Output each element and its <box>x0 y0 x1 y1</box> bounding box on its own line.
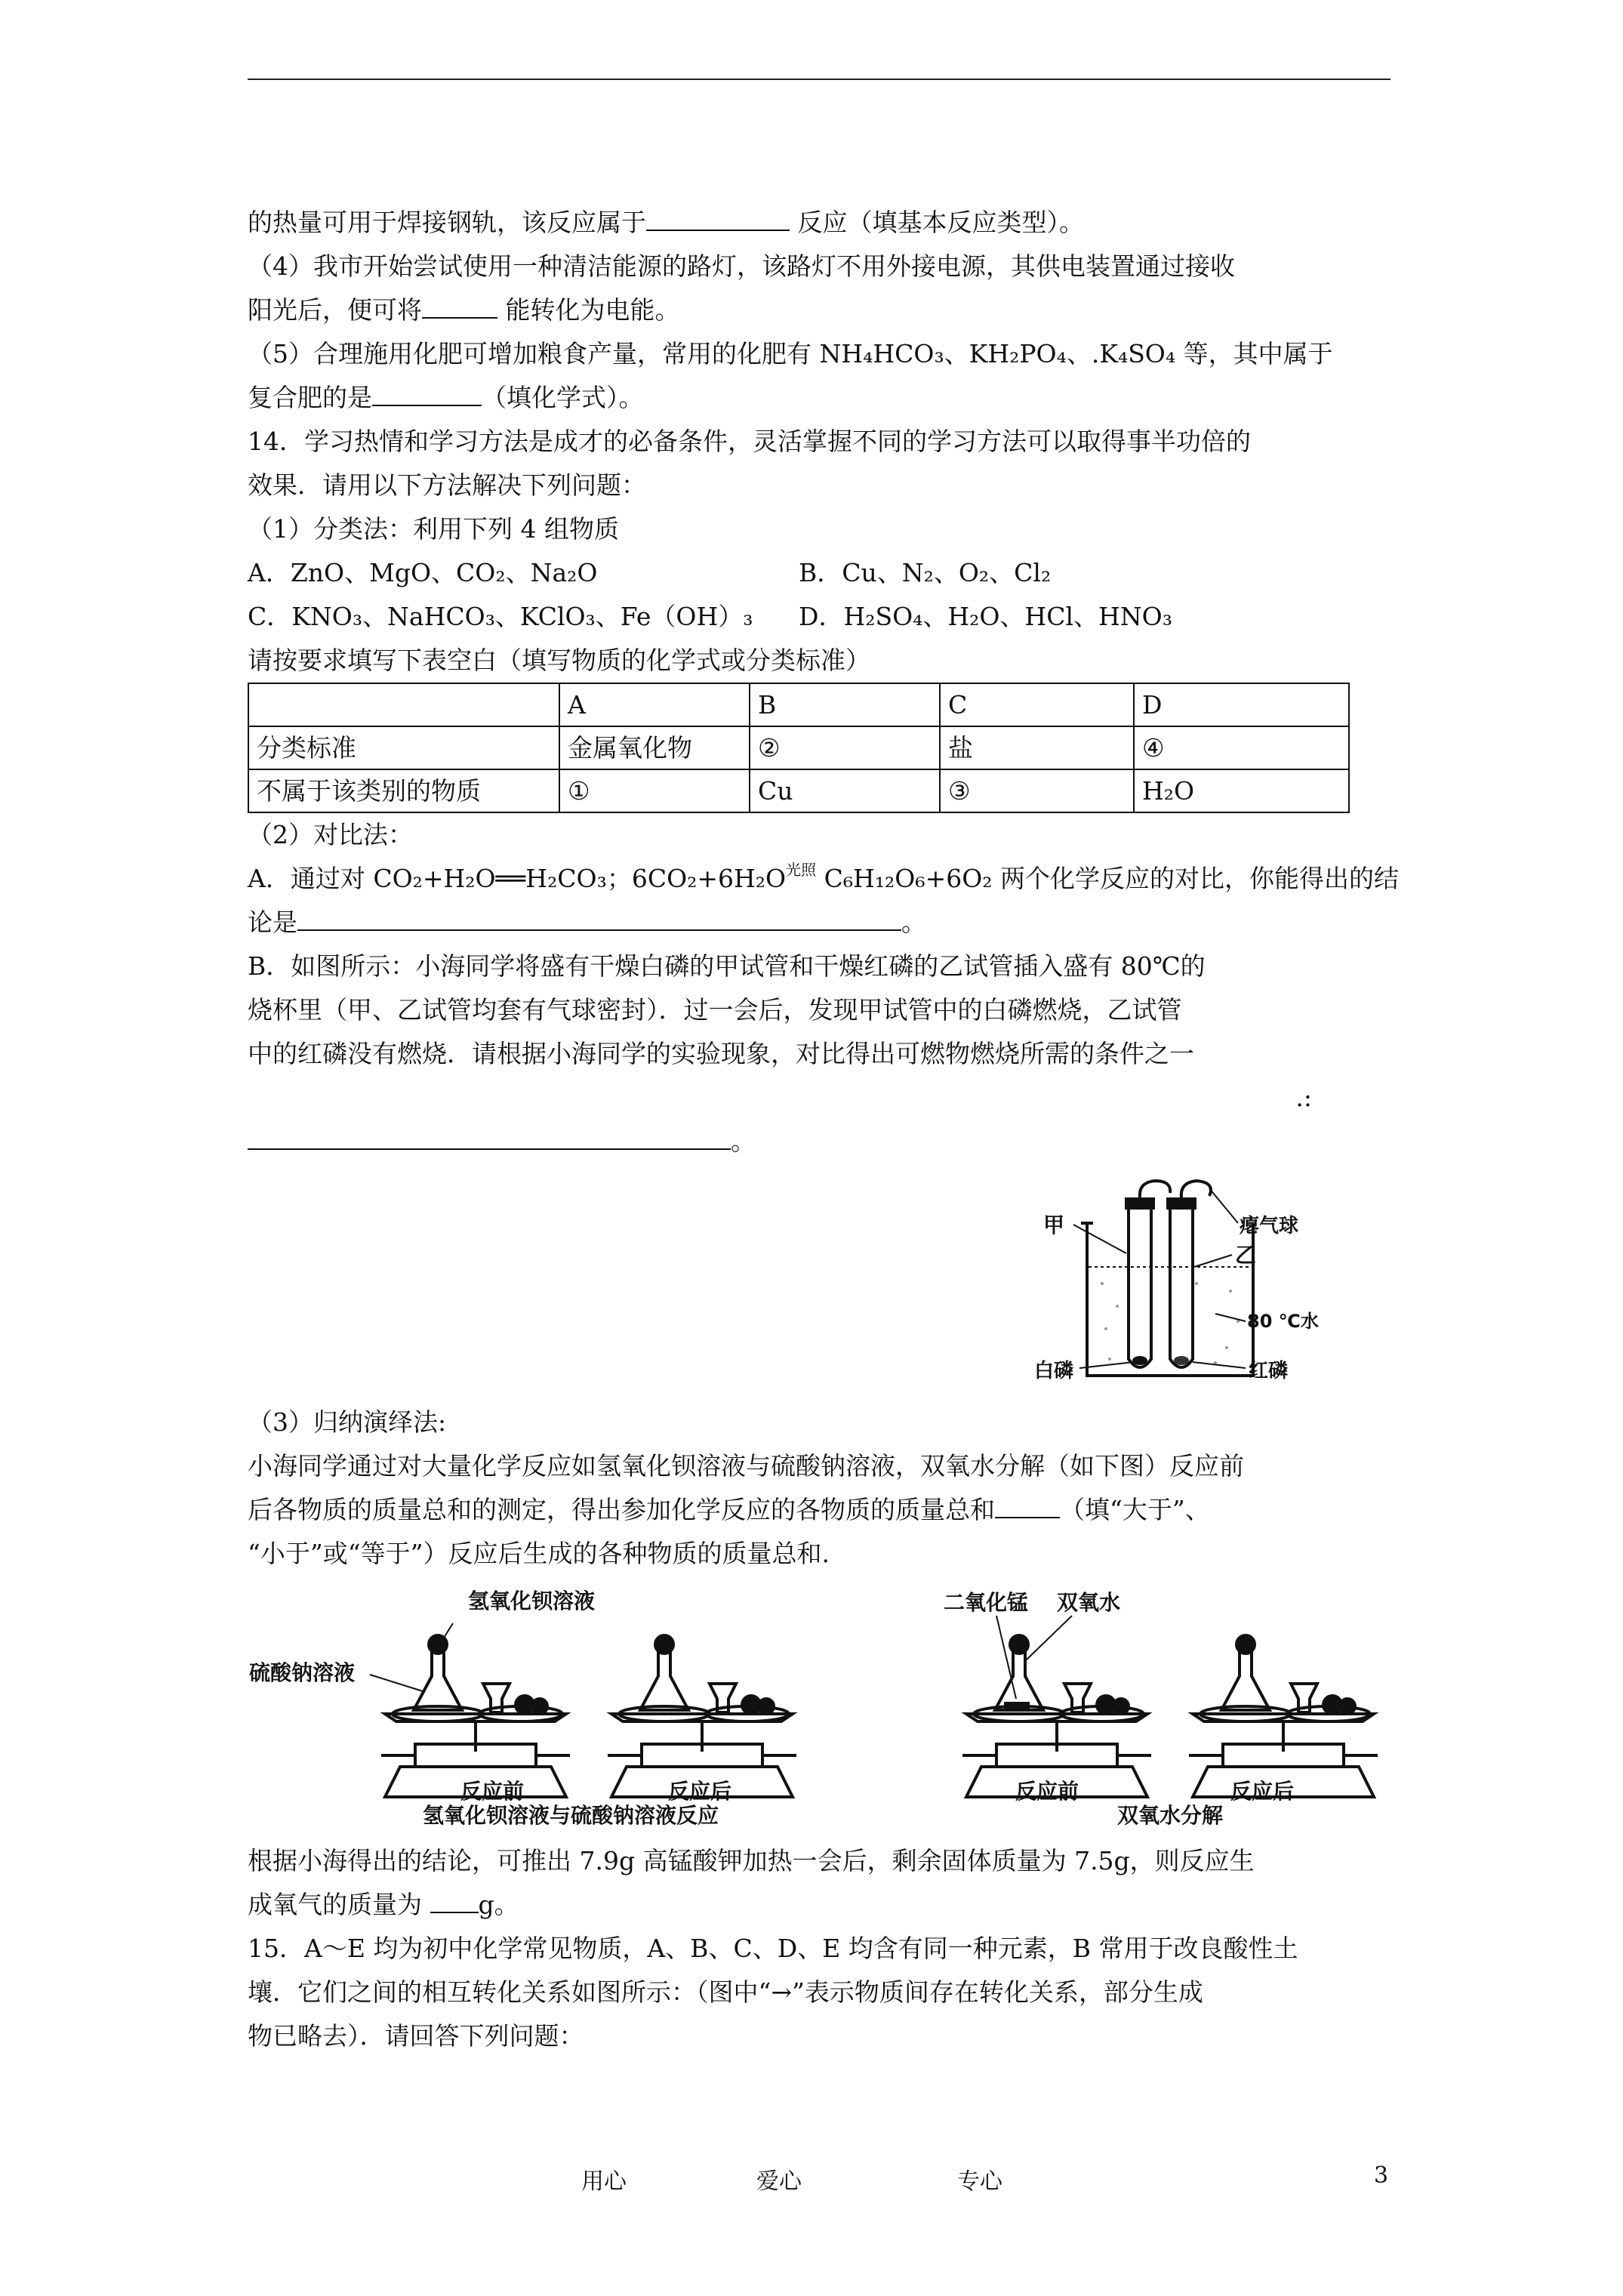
answer-blank[interactable] <box>430 1886 479 1913</box>
header-rule <box>248 79 1390 80</box>
label-barium-hydroxide: 氢氧化钡溶液 <box>468 1589 596 1613</box>
label-balloon: 瘪气球 <box>1240 1215 1299 1237</box>
table-cell: C <box>940 683 1134 726</box>
option-b: B．Cu、N₂、O₂、Cl₂ <box>799 558 1052 587</box>
balance-after <box>1189 1635 1378 1797</box>
text-line <box>248 901 1395 945</box>
text-line <box>248 551 1395 595</box>
text-line: 物已略去）．请回答下列问题： <box>248 2021 584 2051</box>
text-line <box>248 1883 1395 1927</box>
balance-before <box>381 1635 570 1797</box>
figure-caption: 氢氧化钡溶液与硫酸钠溶液反应 <box>423 1803 719 1827</box>
beaker-figure <box>1034 1178 1329 1397</box>
option-d: D．H₂SO₄、H₂O、HCl、HNO₃ <box>799 602 1172 631</box>
answer-blank[interactable] <box>995 1491 1060 1518</box>
text-line <box>248 201 1395 245</box>
text-line: .: <box>1295 1083 1312 1112</box>
text-line: 壤．它们之间的相互转化关系如图所示：（图中“→”表示物质间存在转化关系，部分生成 <box>248 1977 1203 2007</box>
text-line <box>248 857 1399 901</box>
text-line: （4）我市开始尝试使用一种清洁能源的路灯，该路灯不用外接电源，其供电装置通过接收 <box>248 251 1235 281</box>
text-line: 烧杯里（甲、乙试管均套有气球密封）．过一会后，发现甲试管中的白磷燃烧，乙试管 <box>248 995 1182 1025</box>
text-line: 根据小海得出的结论，可推出 7.9g 高锰酸钾加热一会后，剩余固体质量为 7.5g，则反应生 <box>248 1846 1255 1875</box>
table-cell: H₂O <box>1134 769 1349 812</box>
text-line: 小海同学通过对大量化学反应如氢氧化钡溶液与硫酸钠溶液，双氧水分解（如下图）反应前 <box>248 1451 1244 1481</box>
table-cell: 分类标准 <box>248 726 559 769</box>
table-cell <box>248 683 559 726</box>
balance-figure-2 <box>944 1578 1427 1827</box>
question-14: 14．学习热情和学习方法是成才的必备条件，灵活掌握不同的学习方法可以取得事半功倍的 <box>248 427 1251 456</box>
figure-caption: 双氧水分解 <box>1117 1803 1224 1827</box>
document-body-3 <box>248 1839 1395 2058</box>
text-line: （2）对比法： <box>248 820 413 849</box>
text: 成氧气的质量为 <box>248 1890 430 1919</box>
classification-table <box>248 683 1350 813</box>
table-cell[interactable]: ③ <box>940 769 1134 812</box>
label-sodium-sulfate: 硫酸钠溶液 <box>249 1660 356 1685</box>
balance-after <box>608 1635 796 1797</box>
footer-word: 爱心 <box>756 2168 802 2195</box>
label-after: 反应后 <box>1230 1779 1295 1804</box>
text: 反应（填基本反应类型）。 <box>790 208 1084 237</box>
text-line: “小于”或“等于”）反应后生成的各种物质的质量总和. <box>248 1539 830 1568</box>
table-cell[interactable]: ④ <box>1134 726 1349 769</box>
text-line <box>248 288 1395 332</box>
document-body-2 <box>248 1401 1395 1576</box>
balance-before <box>962 1635 1151 1797</box>
label-hydrogen-peroxide: 双氧水 <box>1057 1590 1121 1615</box>
footer-word: 专心 <box>957 2168 1002 2195</box>
label-yi: 乙 <box>1235 1243 1257 1268</box>
document-body <box>248 201 1399 1163</box>
table-cell: Cu <box>750 769 940 812</box>
text-line <box>248 376 1395 420</box>
text-line: 效果．请用以下方法解决下列问题： <box>248 470 646 500</box>
answer-blank[interactable] <box>248 1123 731 1150</box>
table-cell: 不属于该类别的物质 <box>248 769 559 812</box>
text: C₆H₁₂O₆+6O₂ 两个化学反应的对比，你能得出的结 <box>816 864 1399 893</box>
text: 论是 <box>248 908 297 937</box>
table-row <box>248 683 1349 726</box>
text: （填“大于”、 <box>1060 1495 1210 1524</box>
label-white-phosphorus: 白磷 <box>1034 1360 1074 1382</box>
footer-word: 用心 <box>581 2168 627 2195</box>
reaction-condition: 光照 <box>786 861 817 879</box>
answer-blank[interactable] <box>646 204 790 231</box>
text-line: （3）归纳演绎法: <box>248 1407 447 1437</box>
text: g。 <box>478 1890 519 1919</box>
text-line: 请按要求填写下表空白（填写物质的化学式或分类标准） <box>248 646 870 675</box>
question-15: 15．A～E 均为初中化学常见物质，A、B、C、D、E 均含有同一种元素，B 常用于改良酸性土 <box>248 1934 1298 1963</box>
text-line: B．如图所示：小海同学将盛有干燥白磷的甲试管和干燥红磷的乙试管插入盛有 80℃的 <box>248 951 1206 981</box>
text: 。 <box>901 908 926 937</box>
answer-blank[interactable] <box>297 904 901 931</box>
answer-blank[interactable] <box>372 379 482 406</box>
text: 复合肥的是 <box>248 383 372 412</box>
label-jia: 甲 <box>1043 1213 1065 1237</box>
option-a: A．ZnO、MgO、CO₂、Na₂O <box>248 558 598 587</box>
label-after: 反应后 <box>668 1779 732 1804</box>
table-cell: 金属氧化物 <box>559 726 750 769</box>
text: A．通过对 CO₂+H₂O══H₂CO₃；6CO₂+6H₂O <box>248 864 787 893</box>
text-line <box>248 595 1395 639</box>
table-cell: B <box>750 683 940 726</box>
label-manganese-dioxide: 二氧化锰 <box>944 1590 1029 1615</box>
text-line: （5）合理施用化肥可增加粮食产量，常用的化肥有 NH₄HCO₃、KH₂PO₄、.K₄SO₄ 等，其中属于 <box>248 339 1333 368</box>
text-line <box>248 1488 1395 1532</box>
table-cell[interactable]: ① <box>559 769 750 812</box>
table-cell[interactable]: ② <box>750 726 940 769</box>
table-cell: D <box>1134 683 1349 726</box>
option-c: C．KNO₃、NaHCO₃、KClO₃、Fe（OH）₃ <box>248 602 753 631</box>
answer-blank[interactable] <box>422 291 497 319</box>
text: 阳光后，便可将 <box>248 295 422 325</box>
table-row <box>248 769 1349 812</box>
text-line: （1）分类法：利用下列 4 组物质 <box>248 514 619 544</box>
balance-figure-1 <box>249 1578 823 1827</box>
table-row <box>248 726 1349 769</box>
label-before: 反应前 <box>460 1779 525 1804</box>
table-cell: 盐 <box>940 726 1134 769</box>
text: 。 <box>731 1126 756 1156</box>
text-line: 中的红磷没有燃烧．请根据小海同学的实验现象，对比得出可燃物燃烧所需的条件之一 <box>248 1039 1194 1068</box>
label-before: 反应前 <box>1015 1779 1079 1804</box>
text: （填化学式）。 <box>482 383 644 412</box>
text-line <box>248 1120 1395 1163</box>
label-water: 80 ℃水 <box>1247 1311 1319 1332</box>
text: 的热量可用于焊接钢轨，该反应属于 <box>248 208 646 237</box>
text: 后各物质的质量总和的测定，得出参加化学反应的各物质的质量总和 <box>248 1495 995 1524</box>
text: 能转化为电能。 <box>497 295 680 325</box>
label-red-phosphorus: 红磷 <box>1249 1360 1289 1382</box>
table-cell: A <box>559 683 750 726</box>
page-number: 3 <box>1374 2162 1389 2189</box>
